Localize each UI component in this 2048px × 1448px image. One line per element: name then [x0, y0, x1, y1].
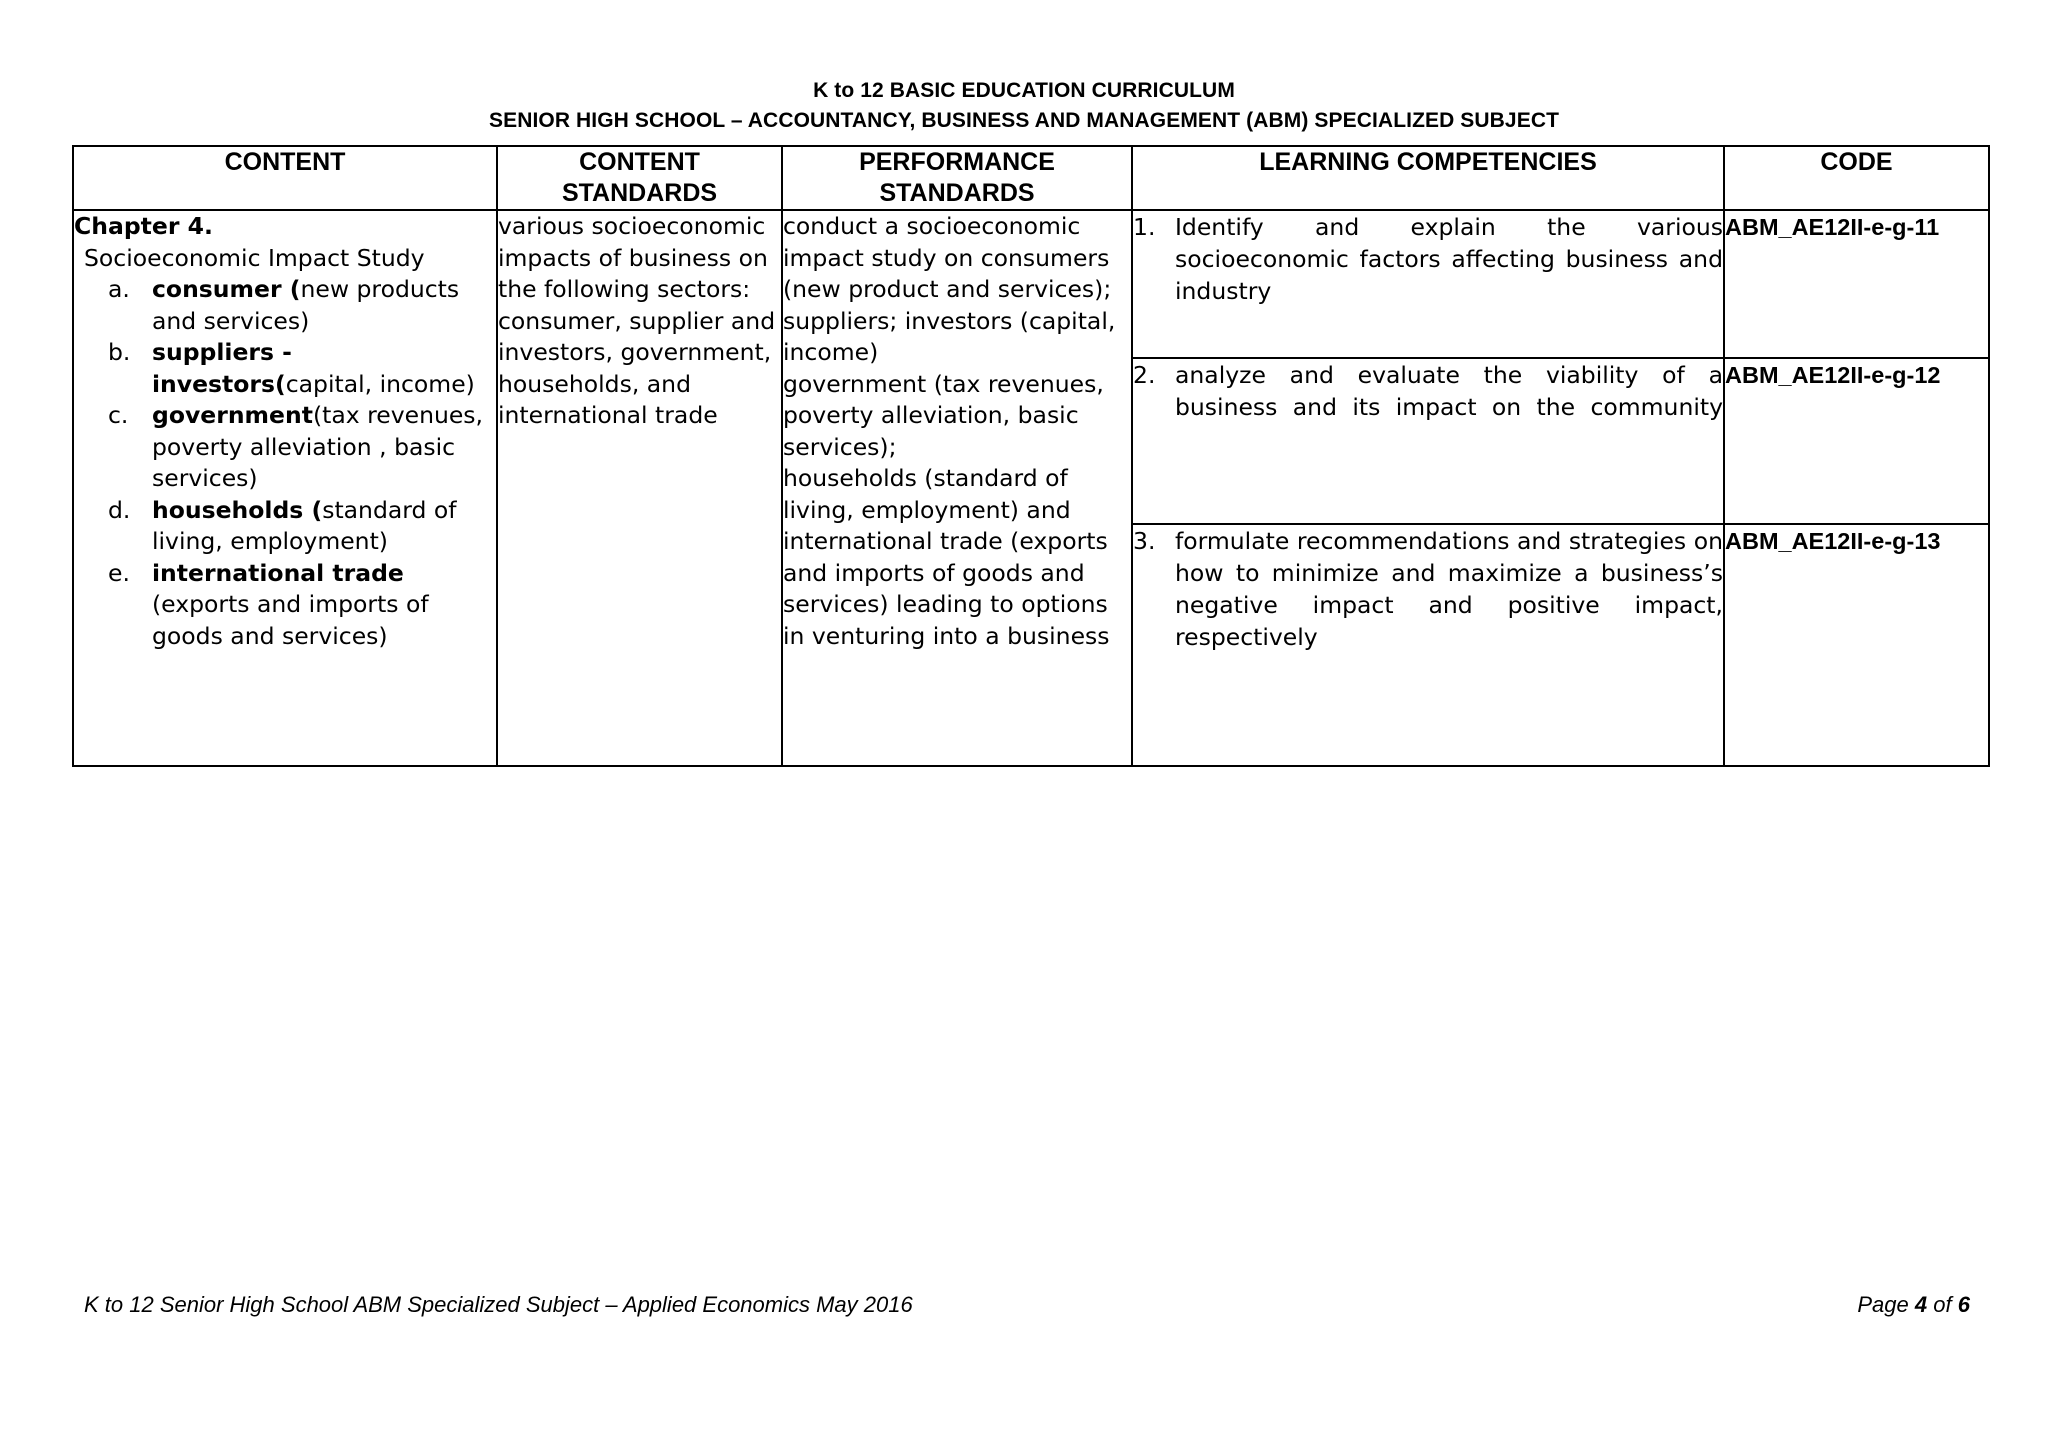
table-row [73, 210, 1989, 358]
learning-competency-cell [1132, 524, 1724, 766]
page-label: Page [1857, 1292, 1909, 1317]
content-topic-list [74, 274, 496, 652]
list-item-bold: government [152, 401, 313, 429]
list-item-rest: (tax revenues, poverty alleviation , basic services) [152, 401, 484, 492]
column-header-content: CONTENT [73, 146, 497, 210]
table-header-row [73, 146, 1989, 210]
list-item-rest: standard of living, employment) [152, 495, 457, 555]
list-item-rest: capital, income) [285, 369, 475, 398]
competency-text: Identify and explain the various socioeconomic factors affecting business and industry [1175, 213, 1723, 305]
code-cell: ABM_AE12II-e-g-11 [1724, 210, 1989, 358]
page-current: 4 [1914, 1292, 1928, 1317]
column-header-learning-competencies: LEARNING COMPETENCIES [1132, 146, 1724, 210]
performance-standards-cell: conduct a socioeconomic impact study on consumers (new product and services); suppliers; investors (capital, income) government (tax revenues, poverty alleviation, basic services); households (standard of living, employment) and international trade (exports and imports of goods and services) leading to options in venturing into a business [782, 210, 1132, 766]
page-of-label: of [1933, 1292, 1952, 1317]
competency-number: 1. [1133, 213, 1156, 241]
footer-source-text: K to 12 Senior High School ABM Specialized Subject – Applied Economics May 2016 [84, 1292, 913, 1317]
list-item [74, 558, 496, 653]
list-item-bold: suppliers - investors( [152, 338, 292, 398]
list-item [74, 400, 496, 495]
code-cell: ABM_AE12II-e-g-13 [1724, 524, 1989, 766]
list-marker: e. [108, 558, 130, 587]
content-standards-cell: various socioeconomic impacts of business on the following sectors: consumer, supplier and investors, government, households, and international trade [497, 210, 782, 766]
list-marker: c. [108, 401, 129, 429]
list-item [74, 337, 496, 400]
content-cell [73, 210, 497, 766]
page-total: 6 [1957, 1292, 1970, 1317]
list-item-bold: households ( [152, 495, 323, 524]
footer-page-number [1857, 1292, 1970, 1318]
code-cell: ABM_AE12II-e-g-12 [1724, 358, 1989, 524]
chapter-subtitle: Socioeconomic Impact Study [84, 243, 425, 272]
list-item [74, 274, 496, 337]
competency-number: 2. [1133, 361, 1156, 389]
column-header-code: CODE [1724, 146, 1989, 210]
header-line-subject: SENIOR HIGH SCHOOL – ACCOUNTANCY, BUSINESS AND MANAGEMENT (ABM) SPECIALIZED SUBJECT [488, 109, 1560, 132]
competency-text: formulate recommendations and strategies on how to minimize and maximize a business’s negative impact and positive impact, respectively [1175, 527, 1723, 651]
competency-number: 3. [1133, 527, 1156, 555]
competency-text: analyze and evaluate the viability of a business and its impact on the community [1175, 361, 1723, 421]
curriculum-table [72, 145, 1990, 767]
column-header-performance-standards: PERFORMANCE STANDARDS [782, 146, 1132, 210]
chapter-title: Chapter 4. [74, 212, 213, 240]
list-item-bold: international trade [152, 558, 404, 587]
list-marker: b. [108, 338, 131, 366]
document-footer [84, 1292, 1970, 1318]
list-item [74, 495, 496, 558]
list-item-bold: consumer ( [152, 275, 301, 303]
learning-competency-cell [1132, 210, 1724, 358]
list-marker: a. [108, 275, 130, 303]
document-header [0, 78, 2048, 134]
learning-competency-cell [1132, 358, 1724, 524]
list-marker: d. [108, 495, 131, 524]
column-header-content-standards: CONTENT STANDARDS [497, 146, 782, 210]
list-item-rest: new products and services) [152, 275, 460, 335]
list-item-rest: (exports and imports of goods and services) [152, 590, 429, 650]
header-line-curriculum: K to 12 BASIC EDUCATION CURRICULUM [813, 79, 1235, 102]
